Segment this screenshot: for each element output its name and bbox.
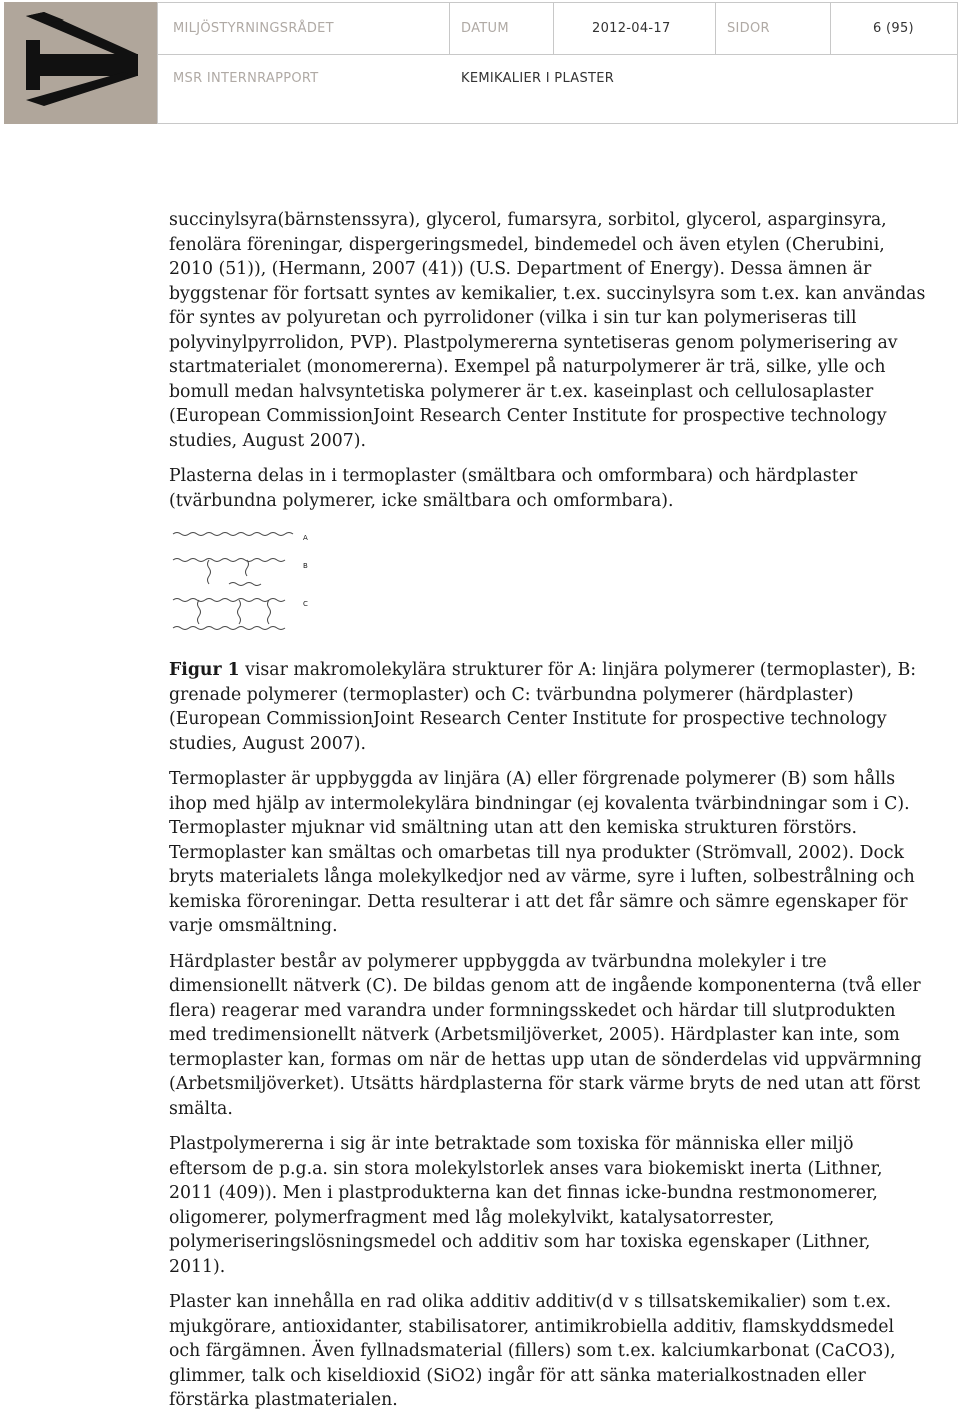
figure-label-c: C [303, 600, 308, 608]
pages-value: 6 (95) [873, 21, 914, 36]
caption-label: Figur 1 [169, 660, 240, 680]
report-title: KEMIKALIER I PLASTER [461, 71, 615, 86]
paragraph: Plasterna delas in i termoplaster (smältbara och omformbara) och härdplaster (tvärbundna polymerer, icke smältbara och omformbara). [169, 466, 858, 511]
org-label: MILJÖSTYRNINGSRÅDET [173, 21, 334, 36]
date-label: DATUM [461, 21, 509, 36]
pages-label: SIDOR [727, 21, 770, 36]
document-body [169, 208, 929, 1424]
polymer-diagram-icon [169, 524, 317, 640]
paragraph: Härdplaster består av polymerer uppbyggda av tvärbundna molekyler i tre dimensionellt nätverk (C). De bildas genom att de ingående komponenterna (två eller flera) reagerar med varandra under formningsskedet och härdar till slutprodukten med tredimensionellt nätverk (Arbetsmiljöverket, 2005). Härdplaster kan inte, som termoplaster kan, formas om när de hettas upp utan de sönderdelas vid uppvärmning (Arbetsmiljöverket). Utsätts härdplasterna för stark värme bryts de ned utan att först smälta. [169, 951, 922, 1119]
figure-label-a: A [303, 534, 308, 542]
paragraph: succinylsyra(bärnstenssyra), glycerol, fumarsyra, sorbitol, glycerol, asparginsyra, fenolära föreningar, dispergeringsmedel, bindemedel och även etylen (Cherubini, 2010 (51)), (Hermann, 2007 (41)) (U.S. Department of Energy). Dessa ämnen är byggstenar för fortsatt syntes av kemikalier, t.ex. succinylsyra som t.ex. kan användas för syntes av polyuretan och pyrrolidoner (vilka i sin tur kan polymeriseras till polyvinylpyrrolidon, PVP). Plastpolymererna syntetiseras genom polymerisering av startmaterialet (monomererna). Exempel på naturpolymerer är trä, silke, ylle och bomull medan halvsyntetiska polymerer är t.ex. kaseinplast och cellulosaplaster (European CommissionJoint Research Center Institute for prospective technology studies, August 2007). [169, 210, 926, 451]
polymer-structure-figure [169, 524, 317, 640]
date-value: 2012-04-17 [592, 21, 671, 36]
caption-text: visar makromolekylära strukturer för A: linjära polymerer (termoplaster), B: grenade polymerer (termoplaster) och C: tvärbundna polymerer (härdplaster) (European CommissionJoint Research Center Institute for prospective technology studies, August 2007). [169, 660, 917, 754]
paragraph: Plastpolymererna i sig är inte betraktade som toxiska för människa eller miljö eftersom de p.g.a. sin stora molekylstorlek anses vara biokemiskt inerta (Lithner, 2011 (409)). Men i plastprodukterna kan det finnas icke-bundna restmonomerer, oligomerer, polymerfragment med låg molekylvikt, katalysatorrester, polymeriseringslösningsmedel och additiv som har toxiska egenskaper (Lithner, 2011). [169, 1134, 883, 1277]
figure-label-b: B [303, 562, 308, 570]
page-header [4, 2, 958, 124]
report-label: MSR INTERNRAPPORT [173, 71, 319, 86]
logo [4, 2, 157, 124]
figure-caption [169, 658, 929, 756]
logo-mark-icon [4, 2, 157, 124]
paragraph: Termoplaster är uppbyggda av linjära (A) eller förgrenade polymerer (B) som hålls ihop med hjälp av intermolekylära bindningar (ej kovalenta tvärbindningar som i C). Termoplaster mjuknar vid smältning utan att den kemiska strukturen förstörs. Termoplaster kan smältas och omarbetas till nya produkter (Strömvall, 2002). Dock bryts materialets långa molekylkedjor ned av värme, syre i luften, solbestrålning och kemiska föroreningar. Detta resulterar i att det får sämre och sämre egenskaper för varje omsmältning. [169, 769, 915, 936]
paragraph: Plaster kan innehålla en rad olika additiv additiv(d v s tillsatskemikalier) som t.ex. mjukgörare, antioxidanter, stabilisatorer, antimikrobiella additiv, flamskyddsmedel och färgämnen. Även fyllnadsmaterial (fillers) som t.ex. kalciumkarbonat (CaCO3), glimmer, talk och kiseldioxid (SiO2) ingår för att sänka materialkostnaden eller förstärka plastmaterialen. [169, 1292, 896, 1410]
header-grid [157, 2, 958, 124]
